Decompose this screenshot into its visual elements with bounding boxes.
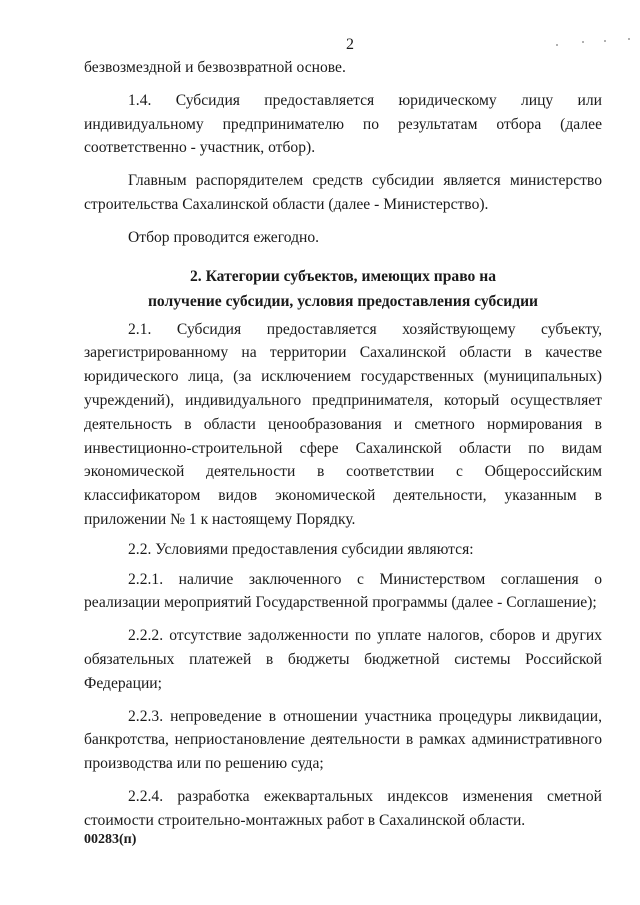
scan-speck bbox=[628, 38, 630, 40]
document-body bbox=[84, 56, 602, 842]
page-number: 2 bbox=[346, 36, 354, 53]
paragraph-2-2-1: 2.2.1. наличие заключенного с Министерством соглашения о реализации мероприятий Государственной программы (далее - Соглашение); bbox=[84, 570, 602, 612]
paragraph-2-2-4: 2.2.4. разработка ежеквартальных индексов изменения сметной стоимости строительно-монтажных работ в Сахалинской области. bbox=[84, 787, 602, 829]
scan-speck bbox=[582, 41, 584, 43]
paragraph-selection-annual: Отбор проводится ежегодно. bbox=[128, 228, 320, 246]
section-2-heading-line1: 2. Категории субъектов, имеющих право на bbox=[189, 267, 497, 285]
paragraph-2-2-3: 2.2.3. непроведение в отношении участника процедуры ликвидации, банкротства, неприостановление деятельности в рамках административного производства или по решению суда; bbox=[84, 707, 602, 773]
paragraph-2-2: 2.2. Условиями предоставления субсидии являются: bbox=[128, 540, 474, 558]
section-2-heading bbox=[84, 264, 602, 314]
paragraph-2-2-2: 2.2.2. отсутствие задолженности по уплате налогов, сборов и других обязательных платежей в бюджеты бюджетной системы Российской Федерации; bbox=[84, 627, 602, 692]
scan-speck bbox=[556, 44, 558, 46]
paragraph-continuation: безвозмездной и безвозвратной основе. bbox=[84, 59, 346, 76]
scan-speck bbox=[604, 40, 606, 42]
document-code: 00283(п) bbox=[84, 832, 137, 847]
paragraph-2-1: 2.1. Субсидия предоставляется хозяйствующему субъекту, зарегистрированному на территории Сахалинской области в качестве юридического лица, (за исключением государственных (муниципальных) учреждений), индивидуального предпринимателя, который осуществляет деятельность в области ценообразования и сметного нормирования в инвестиционно-строительной сфере Сахалинской области по видам экономической деятельности в соответствии с Общероссийским классификатором видов экономической деятельности, указанным в приложении № 1 к настоящему Порядку. bbox=[84, 320, 602, 528]
paragraph-chief-administrator: Главным распорядителем средств субсидии является министерство строительства Сахалинской области (далее - Министерство). bbox=[84, 172, 602, 213]
paragraph-1-4: 1.4. Субсидия предоставляется юридическому лицу или индивидуальному предпринимателю по результатам отбора (далее соответственно - участник, отбор). bbox=[84, 91, 602, 157]
section-2-heading-line2: получение субсидии, условия предоставления субсидии bbox=[147, 292, 539, 310]
